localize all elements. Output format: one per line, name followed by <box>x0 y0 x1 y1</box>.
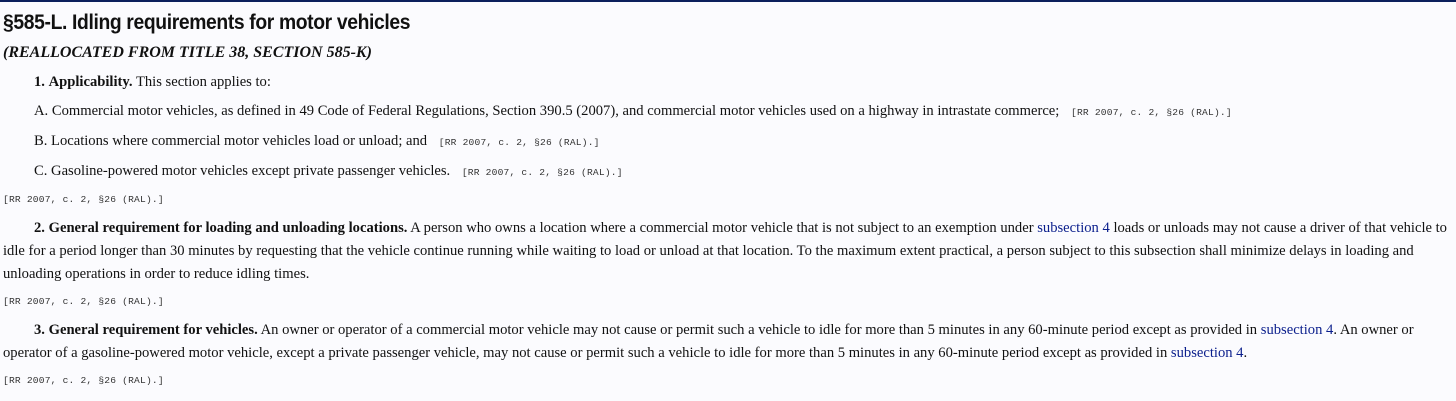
subsection-3-text-a: An owner or operator of a commercial motor vehicle may not cause or permit such a vehicle to idle for more than 5 minutes in any 60-minute period except as provided in <box>260 322 1258 338</box>
subsection-2-number: 2. <box>34 220 45 236</box>
item-b-text: B. Locations where commercial motor vehicles load or unload; and <box>34 133 428 149</box>
subsection-1-heading: Applicability. <box>48 74 133 90</box>
subsection-1-item-c <box>3 160 1456 184</box>
item-c-history: [RR 2007, c. 2, §26 (RAL).] <box>461 167 623 178</box>
subsection-3-text-c: . <box>1243 345 1248 361</box>
item-a-text: A. Commercial motor vehicles, as defined in 49 Code of Federal Regulations, Section 390.5 (2007), and commercial motor vehicles used on a highway in intrastate commerce; <box>34 103 1060 119</box>
subsection-1-number: 1. <box>34 74 45 90</box>
subsection-2-heading: General requirement for loading and unloading locations. <box>48 220 408 236</box>
subsection-2-text-a: A person who owns a location where a commercial motor vehicle that is not subject to an exemption under <box>410 220 1034 236</box>
subsection-4-link[interactable]: subsection 4 <box>1260 322 1334 338</box>
subsection-2-history: [RR 2007, c. 2, §26 (RAL).] <box>3 296 164 307</box>
subsection-1-history: [RR 2007, c. 2, §26 (RAL).] <box>3 194 164 205</box>
subsection-4-link[interactable]: subsection 4 <box>1037 220 1110 236</box>
top-rule <box>0 0 1456 2</box>
item-c-text: C. Gasoline-powered motor vehicles except private passenger vehicles. <box>34 163 451 179</box>
section-subtitle: (REALLOCATED FROM TITLE 38, SECTION 585-K) <box>3 44 372 61</box>
subsection-4-link[interactable]: subsection 4 <box>1170 345 1244 361</box>
item-b-history: [RR 2007, c. 2, §26 (RAL).] <box>438 137 600 148</box>
subsection-1-text: This section applies to: <box>135 74 271 90</box>
section-title: §585-L. Idling requirements for motor vehicles <box>3 11 411 34</box>
subsection-1-item-b <box>3 130 1456 154</box>
subsection-3-number: 3. <box>34 322 45 338</box>
subsection-2 <box>3 217 1456 286</box>
subsection-2-text-b: loads or unloads may not cause a driver of that vehicle to idle for a period longer than 30 minutes by requesting that the vehicle continue running while waiting to load or unload at that location. To the maximum extent practical, a person subject to this subsection shall minimize delays in loading and unloading operations in order to reduce idling times. <box>3 220 1447 282</box>
item-a-history: [RR 2007, c. 2, §26 (RAL).] <box>1071 107 1232 118</box>
subsection-3-heading: General requirement for vehicles. <box>48 322 258 338</box>
subsection-3-text-b: . An owner or operator of a gasoline-powered motor vehicle, except a private passenger vehicle, may not cause or permit such a vehicle to idle for more than 5 minutes in any 60-minute period except as provided in <box>3 322 1414 361</box>
subsection-1 <box>3 71 1456 94</box>
subsection-3 <box>3 319 1456 365</box>
statute-document <box>3 10 1456 388</box>
subsection-3-history: [RR 2007, c. 2, §26 (RAL).] <box>3 375 164 386</box>
subsection-1-item-a <box>3 100 1456 124</box>
